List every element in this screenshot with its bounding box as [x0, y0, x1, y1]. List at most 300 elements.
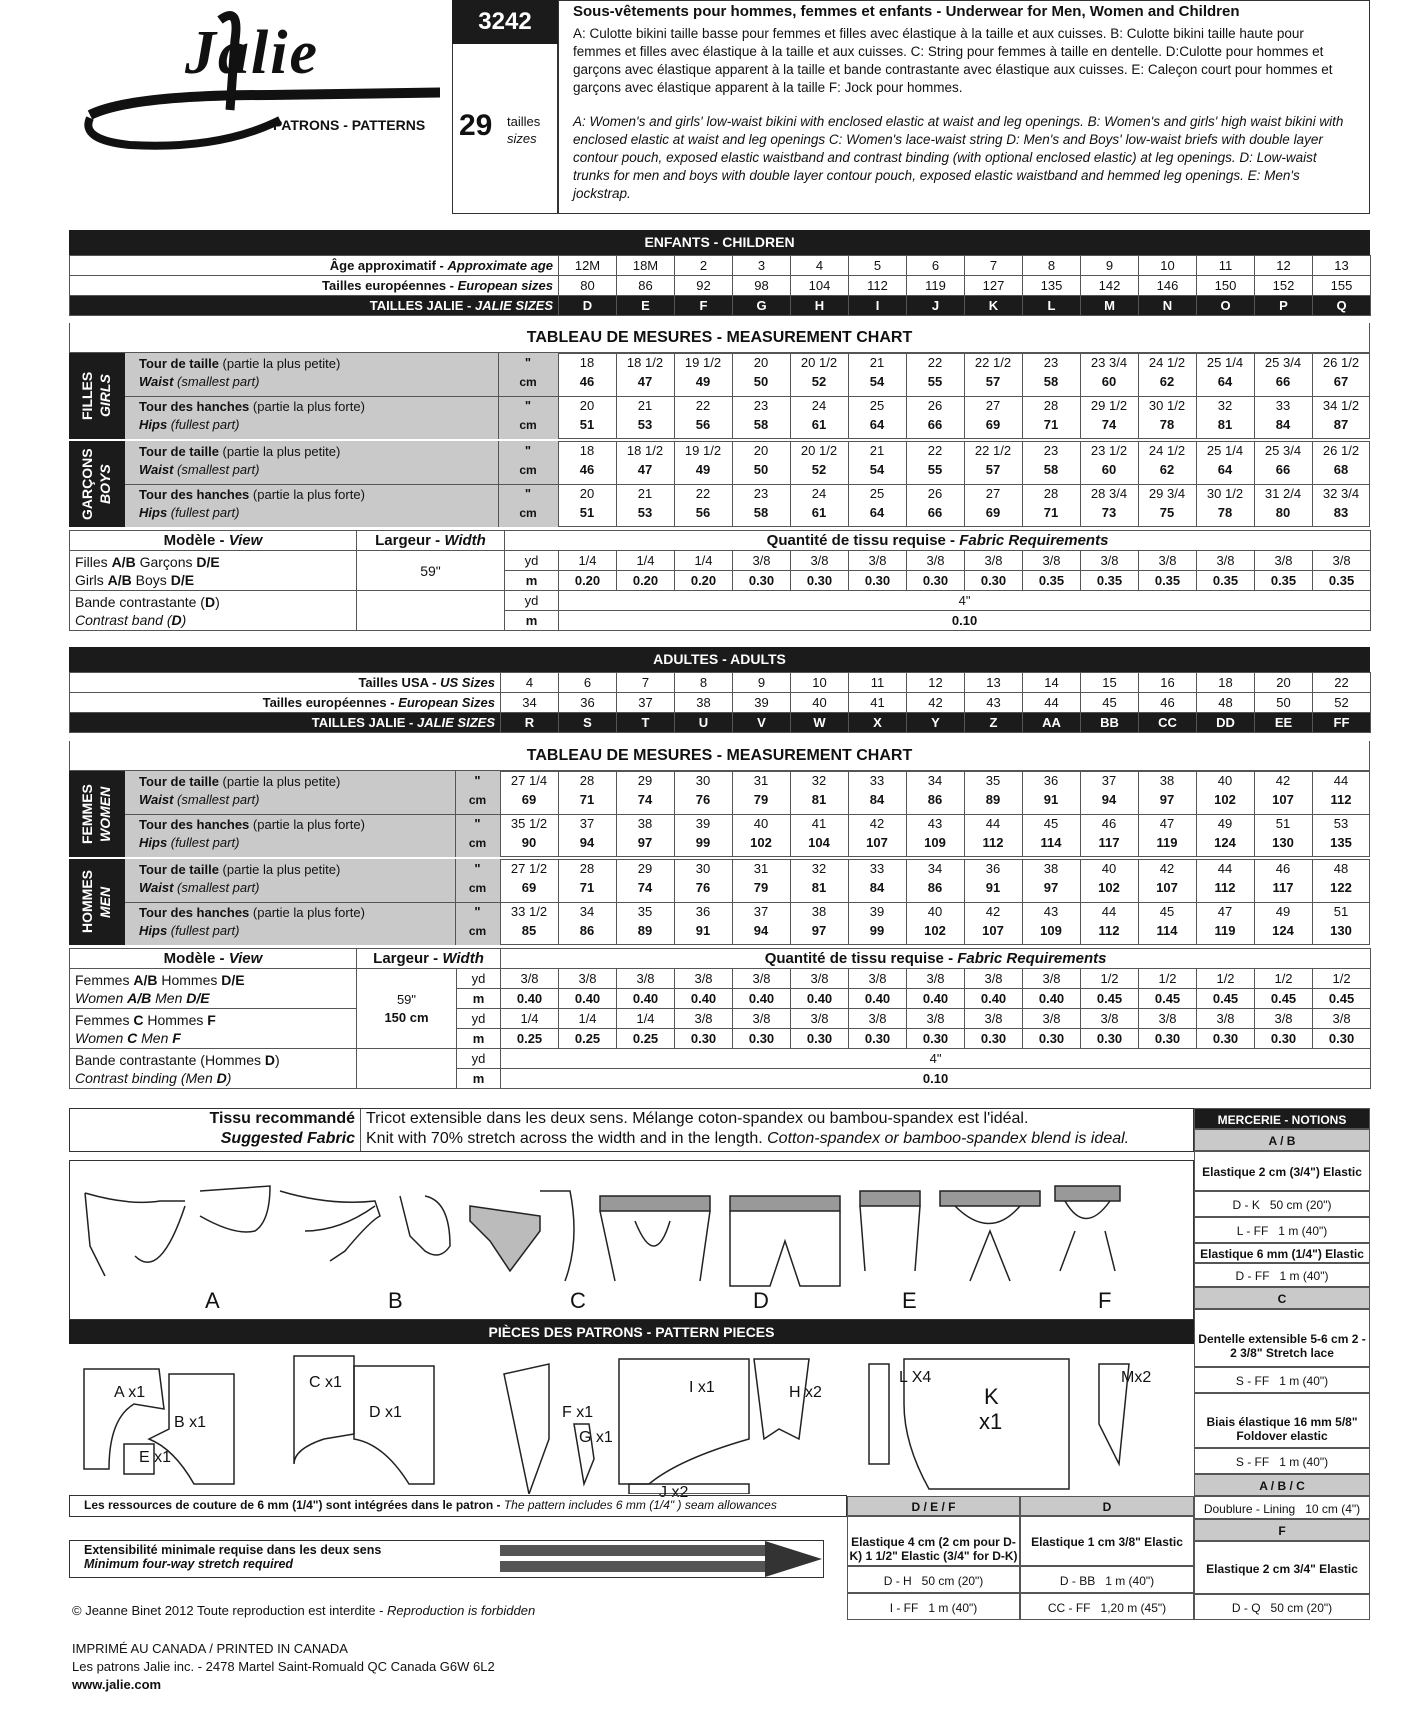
unit-cm: cm [519, 375, 537, 389]
value-cell: 8 [675, 673, 733, 693]
unit-yd: yd [457, 969, 501, 989]
suggested-fabric-label-en: Suggested Fabric [220, 1130, 355, 1147]
band-yd: 4" [559, 591, 1371, 611]
value-cell: 0.30 [791, 1029, 849, 1049]
measure-value: 32 [811, 861, 827, 876]
value-cell: 37 [617, 693, 675, 713]
measure-value: 102 [924, 923, 946, 938]
measure-value: 74 [1101, 417, 1117, 432]
measure-value: 46 [579, 462, 595, 477]
measure-value: 94 [753, 923, 769, 938]
value-cell: 80 [559, 276, 617, 296]
jalie-size: H [791, 296, 849, 316]
measure-value: 25 3/4 [1264, 355, 1302, 370]
jalie-size: Q [1313, 296, 1371, 316]
children-chart-title: TABLEAU DE MESURES - MEASUREMENT CHART [69, 323, 1370, 353]
measure-label: Tour des hanches (partie la plus forte) [139, 817, 365, 832]
measure-value: 64 [1217, 462, 1233, 477]
group-label-en: BOYS [97, 464, 113, 504]
value-cell: 0.25 [559, 1029, 617, 1049]
measure-value: 58 [753, 417, 769, 432]
measure-value: 66 [1275, 462, 1291, 477]
measure-value: 81 [1217, 417, 1233, 432]
value-cell: 3/8 [907, 551, 965, 571]
view-header: Modèle - View [70, 949, 357, 969]
value-cell: 0.30 [907, 571, 965, 591]
measure-value: 18 1/2 [626, 355, 664, 370]
measure-value: 81 [811, 880, 827, 895]
group-label-en: WOMEN [97, 786, 113, 842]
value-cell: 0.30 [1081, 1029, 1139, 1049]
measure-value: 58 [753, 505, 769, 520]
value-cell: 3/8 [1197, 551, 1255, 571]
measure-value: 27 1/4 [510, 773, 548, 788]
measure-value: 38 [811, 904, 827, 919]
unit-in: " [524, 443, 532, 458]
unit-in: " [474, 816, 481, 831]
measure-value: 26 [927, 486, 943, 501]
measure-value: 18 [579, 443, 595, 458]
jalie-size: L [1023, 296, 1081, 316]
measure-value: 47 [1217, 904, 1233, 919]
value-cell: 13 [965, 673, 1023, 693]
value-cell: 3/8 [733, 969, 791, 989]
jalie-size: F [675, 296, 733, 316]
measure-value: 91 [695, 923, 711, 938]
adults-fabric-table [69, 948, 1371, 1089]
jalie-size: G [733, 296, 791, 316]
unit-m: m [457, 1029, 501, 1049]
measure-value: 38 [1043, 861, 1059, 876]
measure-value: 20 1/2 [800, 355, 838, 370]
value-cell: 1/4 [559, 1009, 617, 1029]
measure-value: 36 [985, 861, 1001, 876]
value-cell: 0.25 [501, 1029, 559, 1049]
unit-yd: yd [457, 1049, 501, 1069]
measure-value: 47 [1159, 816, 1175, 831]
measure-value: 86 [927, 880, 943, 895]
eu-size-label: Tailles européennes - European sizes [70, 276, 559, 296]
elastic-2cm-f: Elastique 2 cm 3/4" Elastic [1194, 1541, 1370, 1594]
value-cell: 112 [849, 276, 907, 296]
measure-value: 28 3/4 [1090, 486, 1128, 501]
value-cell: 86 [617, 276, 675, 296]
unit-m: m [505, 571, 559, 591]
value-cell: 0.45 [1255, 989, 1313, 1009]
unit-in: " [474, 773, 481, 788]
measure-value: 130 [1272, 835, 1294, 850]
measure-value: 51 [1333, 904, 1349, 919]
piece-label: C x1 [309, 1374, 342, 1391]
printed-in: IMPRIMÉ AU CANADA / PRINTED IN CANADA [72, 1641, 348, 1656]
measure-value: 78 [1159, 417, 1175, 432]
value-cell: 3/8 [1313, 1009, 1371, 1029]
measure-value: 73 [1101, 505, 1117, 520]
measure-label: Tour des hanches (partie la plus forte) [139, 487, 365, 502]
value-cell: 0.35 [1255, 571, 1313, 591]
title: Sous-vêtements pour hommes, femmes et enfants - Underwear for Men, Women and Children [573, 3, 1240, 20]
piece-label: K [984, 1384, 999, 1409]
unit-yd: yd [457, 1009, 501, 1029]
value-cell: 0.30 [965, 571, 1023, 591]
measure-value: 64 [869, 417, 885, 432]
value-cell: 1/2 [1313, 969, 1371, 989]
value-cell: 4 [501, 673, 559, 693]
value-cell: 3/8 [1081, 551, 1139, 571]
value-cell: 3/8 [791, 969, 849, 989]
measure-value: 104 [808, 835, 830, 850]
measure-value: 87 [1333, 417, 1349, 432]
measure-value: 34 [927, 773, 943, 788]
measure-value: 30 1/2 [1148, 398, 1186, 413]
value-cell: 155 [1313, 276, 1371, 296]
measure-value: 33 [869, 773, 885, 788]
measure-value: 18 [579, 355, 595, 370]
measure-value: 22 [927, 355, 943, 370]
measure-value: 23 [1043, 443, 1059, 458]
jalie-size: S [559, 713, 617, 733]
measure-value: 37 [1101, 773, 1117, 788]
website-link[interactable]: www.jalie.com [72, 1677, 162, 1692]
measure-value: 107 [1156, 880, 1178, 895]
value-cell: 0.40 [675, 989, 733, 1009]
group-label: GARÇONS [79, 448, 95, 520]
measure-value: 97 [811, 923, 827, 938]
value-cell: 3/8 [675, 969, 733, 989]
measure-value: 24 1/2 [1148, 355, 1186, 370]
value-cell: 3/8 [1139, 1009, 1197, 1029]
adults-chart-title: TABLEAU DE MESURES - MEASUREMENT CHART [69, 741, 1370, 771]
measure-value: 50 [753, 462, 769, 477]
measure-value: 53 [637, 505, 653, 520]
measure-value: 27 [985, 486, 1001, 501]
measure-value: 44 [1217, 861, 1233, 876]
measure-value: 84 [869, 880, 885, 895]
piece-label: A x1 [114, 1384, 146, 1401]
jalie-size: DD [1197, 713, 1255, 733]
value-cell: 18M [617, 256, 675, 276]
value-cell: 45 [1081, 693, 1139, 713]
value-cell: 44 [1023, 693, 1081, 713]
measure-value: 135 [1330, 835, 1352, 850]
group-label-en: GIRLS [97, 374, 113, 418]
measure-value: 71 [579, 792, 595, 807]
measure-value: 20 [579, 398, 595, 413]
measure-value: 42 [869, 816, 885, 831]
measure-value: 99 [695, 835, 711, 850]
measure-value: 45 [1159, 904, 1175, 919]
value-cell: 0.45 [1081, 989, 1139, 1009]
measure-value: 36 [1043, 773, 1059, 788]
value-cell: 0.40 [1023, 989, 1081, 1009]
measure-value: 51 [579, 417, 595, 432]
value-cell: 1/2 [1139, 969, 1197, 989]
measure-value: 27 1/2 [510, 861, 548, 876]
notions-f: F [1194, 1519, 1370, 1541]
value-cell: 3/8 [617, 969, 675, 989]
value-cell: 40 [791, 693, 849, 713]
measure-value: 33 [1275, 398, 1291, 413]
value-cell: 39 [733, 693, 791, 713]
value-cell: 0.30 [907, 1029, 965, 1049]
fabric-width [357, 591, 505, 631]
measure-value: 29 1/2 [1090, 398, 1128, 413]
unit-in: " [524, 486, 532, 501]
value-cell: 9 [733, 673, 791, 693]
value-cell: 104 [791, 276, 849, 296]
notions-d: D [1020, 1496, 1194, 1516]
jalie-size-label: TAILLES JALIE - JALIE SIZES [70, 296, 559, 316]
measure-value: 112 [1330, 792, 1352, 807]
notion-sff: S - FF 1 m (40") [1194, 1367, 1370, 1393]
value-cell: 0.35 [1023, 571, 1081, 591]
measure-value: 41 [811, 816, 827, 831]
value-cell: 0.30 [733, 1029, 791, 1049]
jalie-size: EE [1255, 713, 1313, 733]
measure-value: 61 [811, 505, 827, 520]
measure-value: 20 [753, 443, 769, 458]
measure-value: 107 [866, 835, 888, 850]
measure-value: 21 [869, 355, 885, 370]
us-size-label: Tailles USA - US Sizes [70, 673, 501, 693]
children-fabric-table [69, 530, 1371, 631]
unit-m: m [457, 989, 501, 1009]
measure-value: 69 [521, 792, 537, 807]
unit-cm: cm [468, 881, 487, 895]
unit-cm: cm [519, 463, 537, 477]
value-cell: 43 [965, 693, 1023, 713]
measure-value: 67 [1333, 374, 1349, 389]
value-cell: 0.20 [617, 571, 675, 591]
jalie-size-label: TAILLES JALIE - JALIE SIZES [70, 713, 501, 733]
measure-value: 21 [637, 486, 653, 501]
value-cell: 4 [791, 256, 849, 276]
measure-value: 20 [753, 355, 769, 370]
band-m: 0.10 [559, 611, 1371, 631]
jalie-size: AA [1023, 713, 1081, 733]
value-cell: 0.30 [965, 1029, 1023, 1049]
measure-value: 79 [753, 880, 769, 895]
value-cell: 0.30 [675, 1029, 733, 1049]
value-cell: 0.40 [849, 989, 907, 1009]
measure-value: 64 [869, 505, 885, 520]
value-cell: 10 [1139, 256, 1197, 276]
value-cell: 0.30 [1023, 1029, 1081, 1049]
measure-value: 56 [695, 505, 711, 520]
sizes-box [452, 44, 558, 214]
view-label: C [570, 1288, 586, 1313]
measure-value: 30 1/2 [1206, 486, 1244, 501]
measure-value: 33 1/2 [510, 904, 548, 919]
value-cell: 6 [907, 256, 965, 276]
measure-value: 49 [1275, 904, 1291, 919]
measure-label-en: Hips (fullest part) [139, 505, 240, 520]
value-cell: 1/4 [559, 551, 617, 571]
notions-c: C [1194, 1287, 1370, 1309]
value-cell: 0.45 [1197, 989, 1255, 1009]
value-cell: 0.35 [1197, 571, 1255, 591]
stretch-arrow-icon [500, 1541, 823, 1577]
unit-m: m [505, 611, 559, 631]
description-fr: A: Culotte bikini taille basse pour femmes et filles avec élastique à la taille et aux cuisses. B: Culotte bikini taille haute pour femmes et filles avec élastique à la taille et aux cuisses. C: String pour femmes à taille en dentelle. D:Culotte pour hommes et garçons avec élastique apparent à la taille et bande contrastante avec élastique aux cuisses. E: Caleçon court pour hommes et garçons avec élastique apparent à la taille F: Jock pour hommes. [573, 26, 1333, 95]
stretch-note-fr: Extensibilité minimale requise dans les deux sens [84, 1543, 382, 1557]
measure-value: 68 [1333, 462, 1349, 477]
unit-yd: yd [505, 551, 559, 571]
fabric-width [357, 1049, 457, 1089]
value-cell: 13 [1313, 256, 1371, 276]
value-cell: 127 [965, 276, 1023, 296]
measure-value: 49 [695, 462, 711, 477]
value-cell: 3/8 [1023, 969, 1081, 989]
value-cell: 3/8 [733, 551, 791, 571]
measure-value: 18 1/2 [626, 443, 664, 458]
width-header: Largeur - Width [357, 949, 501, 969]
measure-value: 52 [811, 462, 827, 477]
view-label: A [205, 1288, 220, 1313]
value-cell: 3/8 [849, 969, 907, 989]
value-cell: 16 [1139, 673, 1197, 693]
logo-tagline: PATRONS - PATTERNS [273, 117, 426, 133]
value-cell: 0.25 [617, 1029, 675, 1049]
value-cell: 3/8 [501, 969, 559, 989]
fabric-row-label: Filles A/B Garçons D/E Girls A/B Boys D/E [70, 551, 357, 591]
value-cell: 3/8 [965, 551, 1023, 571]
value-cell: 0.40 [965, 989, 1023, 1009]
stretch-note [69, 1540, 824, 1578]
measure-label: Tour des hanches (partie la plus forte) [139, 905, 365, 920]
value-cell: 42 [907, 693, 965, 713]
measure-value: 86 [927, 792, 943, 807]
measure-value: 22 1/2 [974, 355, 1012, 370]
measure-value: 107 [1272, 792, 1294, 807]
measure-value: 84 [869, 792, 885, 807]
measure-value: 24 [811, 486, 827, 501]
measure-value: 44 [985, 816, 1001, 831]
measure-value: 34 [579, 904, 595, 919]
value-cell: 18 [1197, 673, 1255, 693]
measure-value: 31 [753, 773, 769, 788]
age-label: Âge approximatif - Approximate age [70, 256, 559, 276]
measure-value: 112 [982, 835, 1004, 850]
value-cell: 0.45 [1313, 989, 1371, 1009]
measure-value: 78 [1217, 505, 1233, 520]
address: Les patrons Jalie inc. - 2478 Martel Saint-Romuald QC Canada G6W 6L2 [72, 1659, 495, 1674]
measure-value: 40 [1101, 861, 1117, 876]
measure-value: 34 [927, 861, 943, 876]
measure-value: 91 [1043, 792, 1059, 807]
value-cell: 22 [1313, 673, 1371, 693]
piece-label: B x1 [174, 1414, 207, 1431]
value-cell: 7 [617, 673, 675, 693]
measure-value: 22 [695, 398, 711, 413]
measure-value: 19 1/2 [684, 355, 722, 370]
fabric-row-label: Bande contrastante (Hommes D) Contrast binding (Men D) [70, 1049, 357, 1089]
measure-value: 35 1/2 [510, 816, 548, 831]
value-cell: 0.35 [1313, 571, 1371, 591]
jalie-size: D [559, 296, 617, 316]
elastic-4cm: Elastique 4 cm (2 cm pour D-K) 1 1/2" Elastic (3/4" for D-K) [847, 1516, 1020, 1566]
suggested-fabric-text-en: Knit with 70% stretch across the width and in the length. [366, 1130, 768, 1147]
measure-value: 43 [927, 816, 943, 831]
measure-value: 51 [1275, 816, 1291, 831]
measure-value: 56 [695, 417, 711, 432]
notion-dq: D - Q 50 cm (20") [1194, 1594, 1370, 1620]
notions-ab: A / B [1194, 1129, 1370, 1151]
value-cell: 3/8 [559, 969, 617, 989]
unit-cm: cm [468, 836, 487, 850]
measure-value: 49 [695, 374, 711, 389]
unit-cm: cm [519, 418, 537, 432]
value-cell: 3/8 [907, 1009, 965, 1029]
fabric-row-label: Femmes A/B Hommes D/E Women A/B Men D/E [70, 969, 357, 1009]
unit-in: " [524, 355, 532, 370]
value-cell: 0.40 [791, 989, 849, 1009]
measure-value: 31 [753, 861, 769, 876]
value-cell: 1/4 [501, 1009, 559, 1029]
group-label-en: MEN [97, 886, 113, 918]
measure-value: 23 [753, 486, 769, 501]
value-cell: 1/4 [617, 1009, 675, 1029]
value-cell: 2 [675, 256, 733, 276]
jalie-size: Y [907, 713, 965, 733]
measure-label: Tour de taille (partie la plus petite) [139, 774, 341, 789]
measure-value: 26 1/2 [1322, 355, 1360, 370]
notion-dh: D - H 50 cm (20") [847, 1566, 1020, 1593]
value-cell: 146 [1139, 276, 1197, 296]
measure-value: 117 [1272, 880, 1294, 895]
measure-value: 74 [637, 792, 653, 807]
measure-value: 29 [637, 773, 653, 788]
value-cell: 0.40 [907, 989, 965, 1009]
description-en: A: Women's and girls' low-waist bikini with enclosed elastic at waist and leg openings. B: Women's and girls' high waist bikini with enclosed elastic at waist and leg openings C: Women's lace-waist string D: Men's and Boys' low-waist briefs with double layer contour pouch, exposed elastic waistband and contrast binding (with optional enclosed elastic) at leg openings. D: Low-waist trunks for men and boys with double layer contour pouch, exposed elastic waistband and hemmed leg openings. E: Men's jockstrap. [573, 114, 1344, 201]
measure-value: 46 [1275, 861, 1291, 876]
measure-value: 26 [927, 398, 943, 413]
value-cell: 0.40 [617, 989, 675, 1009]
value-cell: 3 [733, 256, 791, 276]
measure-value: 89 [985, 792, 1001, 807]
value-cell: 3/8 [907, 969, 965, 989]
measure-value: 66 [927, 505, 943, 520]
measure-value: 99 [869, 923, 885, 938]
measure-value: 69 [521, 880, 537, 895]
measure-value: 97 [1043, 880, 1059, 895]
measure-value: 61 [811, 417, 827, 432]
piece-label: D x1 [369, 1404, 402, 1421]
value-cell: 142 [1081, 276, 1139, 296]
measure-value: 102 [750, 835, 772, 850]
value-cell: 119 [907, 276, 965, 296]
unit-cm: cm [519, 506, 537, 520]
measure-value: 60 [1101, 374, 1117, 389]
garment-drawings-icon [70, 1161, 1192, 1318]
value-cell: 48 [1197, 693, 1255, 713]
measure-value: 94 [579, 835, 595, 850]
measure-value: 64 [1217, 374, 1233, 389]
fabric-req-header: Quantité de tissu requise - Fabric Requirements [505, 531, 1371, 551]
unit-m: m [457, 1069, 501, 1089]
value-cell: 50 [1255, 693, 1313, 713]
adults-sizes-table [69, 672, 1371, 733]
value-cell: 41 [849, 693, 907, 713]
measure-value: 86 [579, 923, 595, 938]
measure-value: 32 [811, 773, 827, 788]
unit-cm: cm [468, 924, 487, 938]
value-cell: 1/4 [617, 551, 675, 571]
measure-value: 124 [1214, 835, 1236, 850]
notion-lff: L - FF 1 m (40") [1194, 1217, 1370, 1243]
measure-value: 107 [982, 923, 1004, 938]
seam-allowance-note [69, 1495, 847, 1517]
